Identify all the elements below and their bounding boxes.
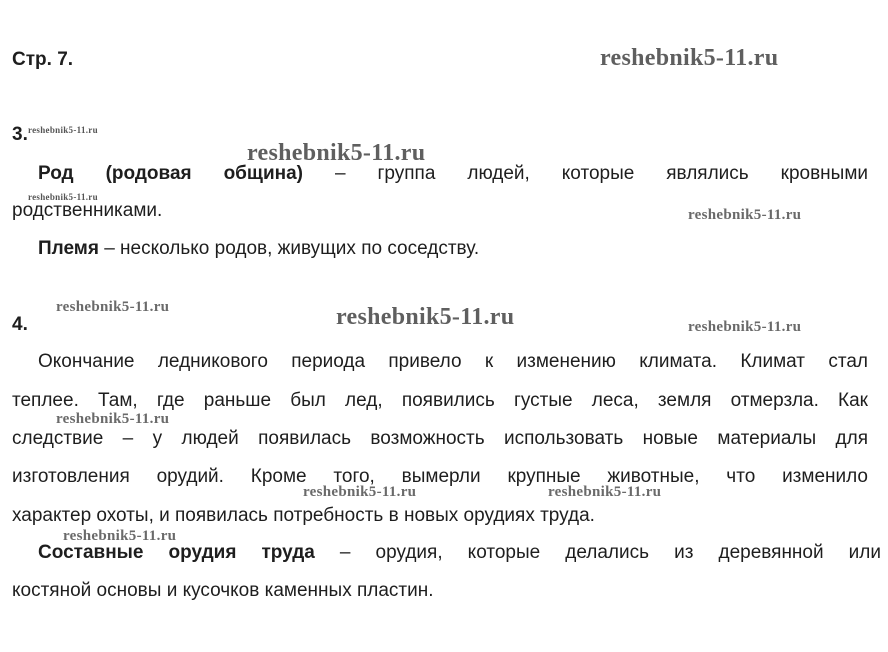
task3-definition-rod-cont: родственниками. [12, 200, 163, 221]
watermark: reshebnik5-11.ru [688, 207, 802, 223]
watermark: reshebnik5-11.ru [56, 411, 170, 427]
watermark: reshebnik5-11.ru [247, 140, 426, 166]
watermark: reshebnik5-11.ru [63, 528, 177, 544]
watermark: reshebnik5-11.ru [28, 192, 98, 202]
term-rod: Род (родовая община) [38, 163, 303, 184]
term-composite-tools: Составные орудия труда [38, 542, 315, 563]
task4-paragraph-line: Окончание ледникового периода привело к изменению климата. Климат стал [38, 351, 868, 372]
task4-paragraph-line: характер охоты, и появилась потребность в новых орудиях труда. [12, 505, 595, 526]
definition-plemya-text: – несколько родов, живущих по соседству. [98, 238, 480, 259]
watermark: reshebnik5-11.ru [336, 304, 515, 330]
watermark: reshebnik5-11.ru [303, 484, 417, 500]
page-title: Стр. 7. [12, 49, 74, 70]
term-plemya: Племя [38, 238, 99, 259]
task4-paragraph-line: теплее. Там, где раньше был лед, появились густые леса, земля отмерзла. Как [12, 390, 868, 411]
watermark: reshebnik5-11.ru [600, 45, 779, 71]
task4-definition-tools-cont: костяной основы и кусочков каменных пластин. [12, 580, 434, 601]
watermark: reshebnik5-11.ru [688, 319, 802, 335]
task4-paragraph-line: следствие – у людей появилась возможность использовать новые материалы для [12, 428, 868, 449]
watermark: reshebnik5-11.ru [56, 299, 170, 315]
watermark: reshebnik5-11.ru [28, 125, 98, 135]
task3-definition-rod [38, 163, 868, 185]
watermark: reshebnik5-11.ru [548, 484, 662, 500]
task3-number: 3. [12, 124, 28, 145]
task3-definition-plemya [38, 238, 479, 260]
task4-number: 4. [12, 314, 28, 335]
task4-paragraph-line: изготовления орудий. Кроме того, вымерли крупные животные, что изменило [12, 466, 868, 487]
definition-rod-text: – группа людей, которые являлись кровными [303, 163, 869, 184]
definition-tools-text: – орудия, которые делались из деревянной или [314, 542, 881, 563]
task4-definition-tools [38, 542, 881, 564]
